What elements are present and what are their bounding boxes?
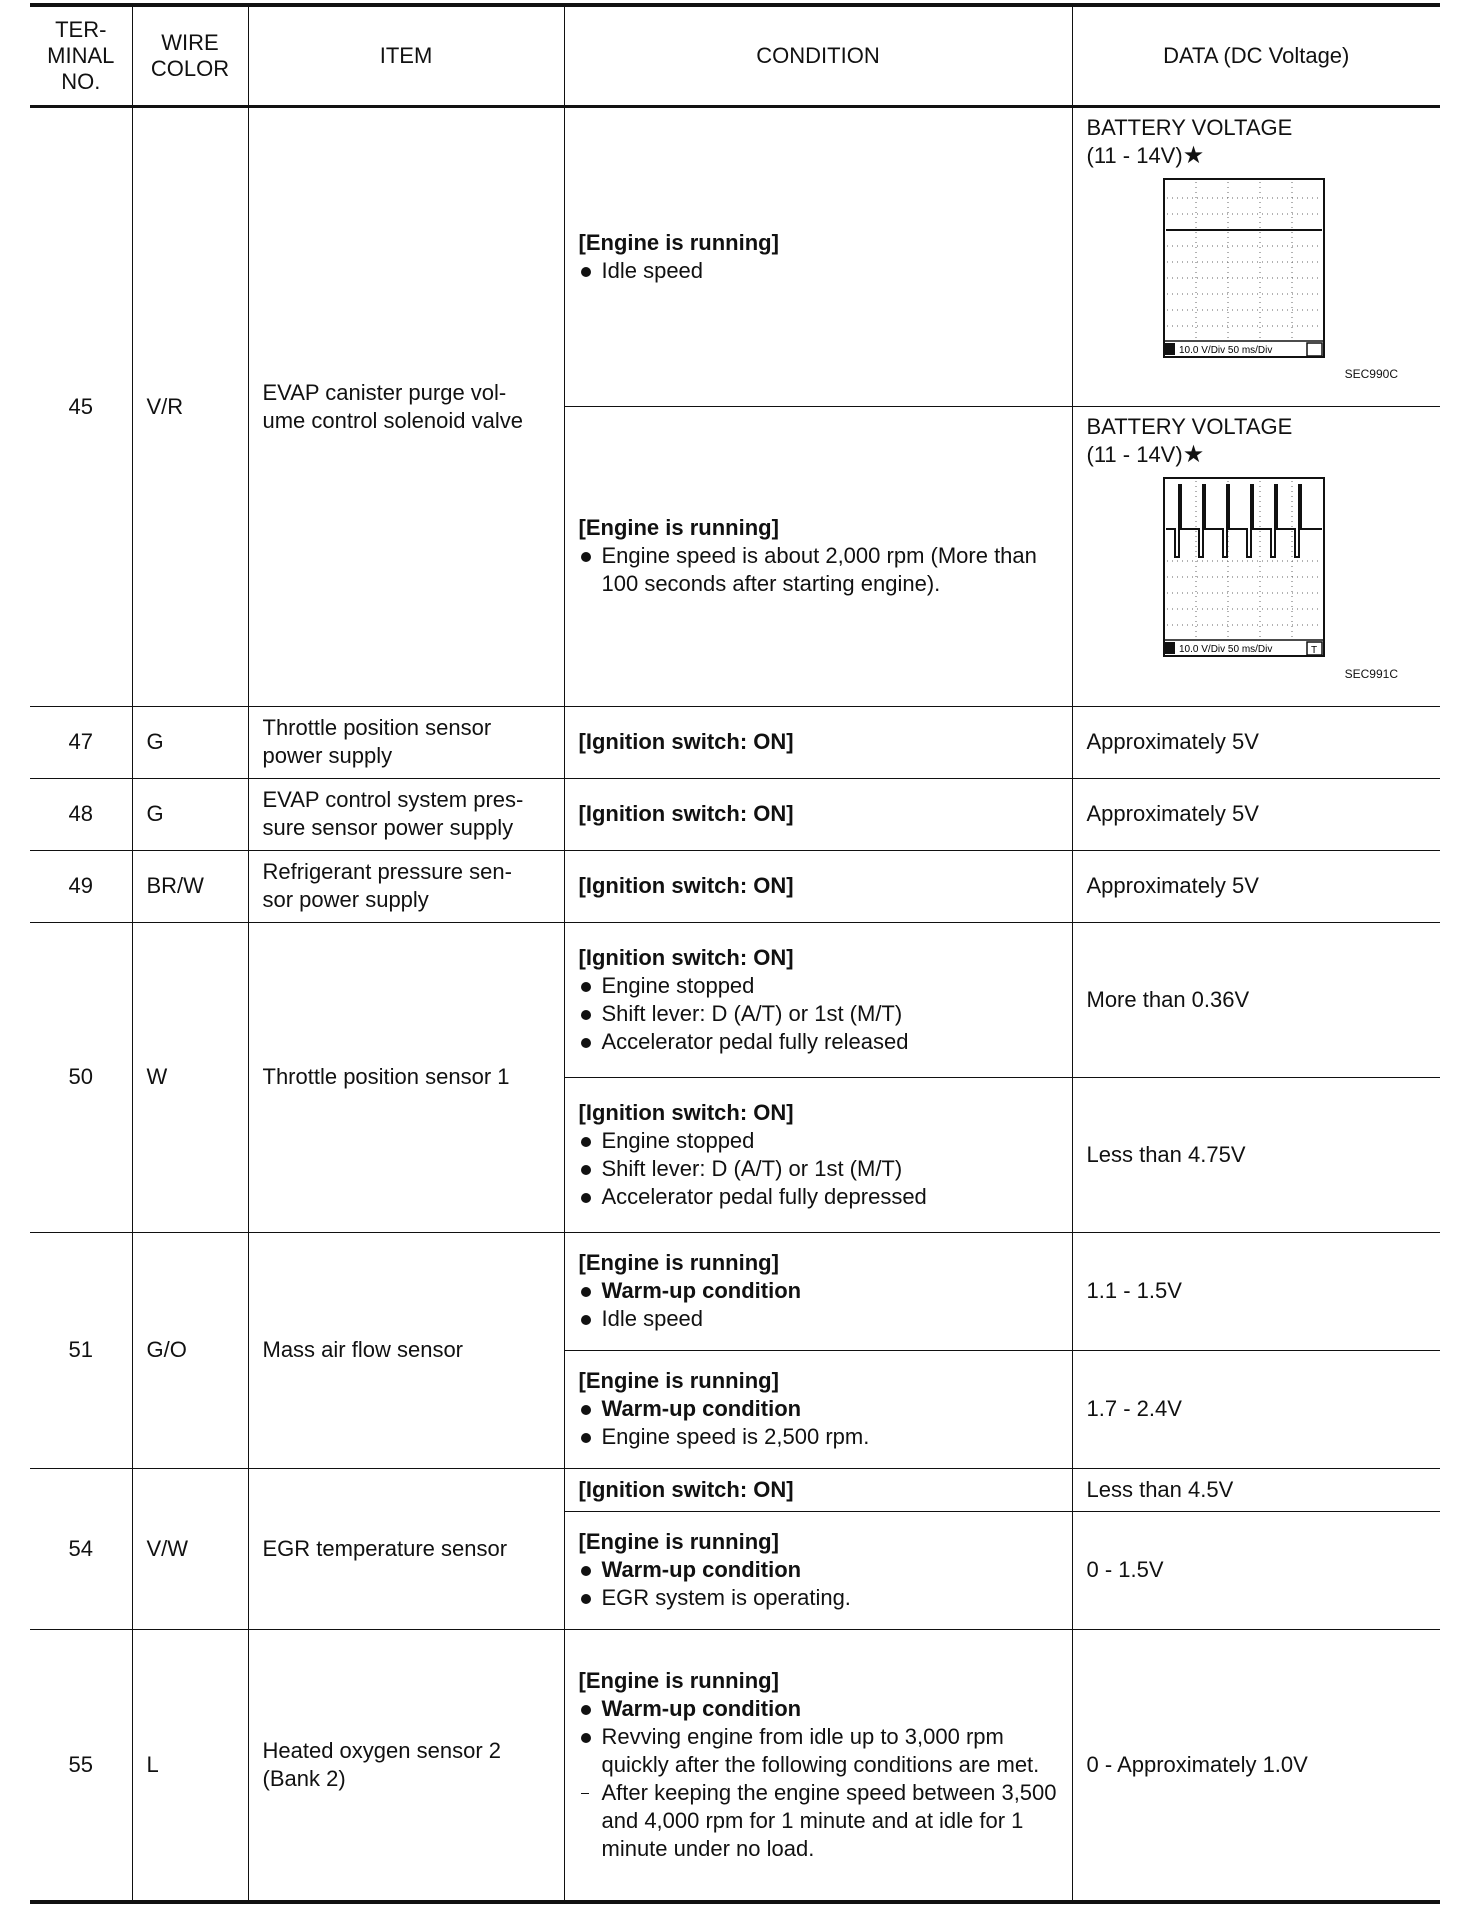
header-terminal: TER- MINAL NO. [30, 5, 132, 106]
figure-code: SEC990C [1344, 366, 1398, 381]
condition-bullet: Shift lever: D (A/T) or 1st (M/T) [579, 1000, 1058, 1028]
scope-trigger-mark: T [1310, 644, 1317, 656]
condition-cell [564, 922, 1072, 1077]
table-row [30, 1629, 1440, 1902]
table-row [30, 850, 1440, 922]
wire-color: L [132, 1629, 248, 1902]
condition-bullet: Warm-up condition [579, 1556, 1058, 1584]
data-value: 0 - 1.5V [1072, 1511, 1440, 1629]
terminal-number: 54 [30, 1468, 132, 1629]
terminal-number: 49 [30, 850, 132, 922]
wire-color: W [132, 922, 248, 1232]
data-value: 1.7 - 2.4V [1072, 1350, 1440, 1468]
condition-bullet: Warm-up condition [579, 1277, 1058, 1305]
header-wire-color: WIRE COLOR [132, 5, 248, 106]
figure-code: SEC991C [1344, 666, 1398, 681]
wire-color: V/R [132, 106, 248, 706]
terminal-number: 50 [30, 922, 132, 1232]
scope-scale: 10.0 V/Div 50 ms/Div [1178, 344, 1272, 356]
wire-color: V/W [132, 1468, 248, 1629]
condition-bullet: Engine speed is about 2,000 rpm (More than 100 seconds after starting engine). [579, 542, 1058, 598]
terminal-number: 51 [30, 1232, 132, 1468]
terminal-number: 48 [30, 778, 132, 850]
data-cell [1072, 406, 1440, 706]
condition-title: [Ignition switch: ON] [578, 944, 794, 970]
condition-title: [Ignition switch: ON] [578, 1099, 794, 1125]
condition-bullet: Warm-up condition [579, 1695, 1058, 1723]
item-name: EVAP control system pres- sure sensor power supply [248, 778, 564, 850]
condition-title: [Engine is running] [578, 1667, 779, 1693]
ecm-terminal-table [30, 3, 1440, 1904]
data-range: (11 - 14V) [1086, 441, 1183, 467]
condition-bullet: Idle speed [579, 1305, 1058, 1333]
item-name: Throttle position sensor power supply [248, 706, 564, 778]
table-row [30, 106, 1440, 406]
data-value: 0 - Approximately 1.0V [1072, 1629, 1440, 1902]
header-condition: CONDITION [564, 5, 1072, 106]
table-row [30, 706, 1440, 778]
item-name: Mass air flow sensor [248, 1232, 564, 1468]
condition-bullet: Engine stopped [579, 1127, 1058, 1155]
header-data: DATA (DC Voltage) [1072, 5, 1440, 106]
condition-bullet: Engine speed is 2,500 rpm. [579, 1423, 1058, 1451]
wire-color: G [132, 706, 248, 778]
condition-bullet: Shift lever: D (A/T) or 1st (M/T) [579, 1155, 1058, 1183]
oscilloscope-pulse-waveform [1163, 477, 1325, 657]
condition-cell [564, 106, 1072, 406]
condition-bullet: EGR system is operating. [579, 1584, 1058, 1612]
condition-title: [Engine is running] [578, 1529, 779, 1554]
terminal-number: 47 [30, 706, 132, 778]
wire-color: G/O [132, 1232, 248, 1468]
condition-cell [564, 1629, 1072, 1902]
wire-color: BR/W [132, 850, 248, 922]
condition-cell [564, 1350, 1072, 1468]
scope-scale: 10.0 V/Div 50 ms/Div [1178, 643, 1272, 655]
condition-cell [564, 1232, 1072, 1350]
data-value: Approximately 5V [1072, 850, 1440, 922]
data-value: More than 0.36V [1072, 922, 1440, 1077]
item-name: Throttle position sensor 1 [248, 922, 564, 1232]
item-name: Refrigerant pressure sen- sor power supply [248, 850, 564, 922]
item-name: Heated oxygen sensor 2 (Bank 2) [248, 1629, 564, 1902]
condition-bullet: Accelerator pedal fully depressed [579, 1183, 1058, 1211]
data-cell [1072, 106, 1440, 406]
terminal-table-page [30, 3, 1440, 1904]
terminal-number: 55 [30, 1629, 132, 1902]
data-label: BATTERY VOLTAGE [1086, 114, 1293, 140]
condition-bullet: Revving engine from idle up to 3,000 rpm quickly after the following conditions are met. [579, 1723, 1058, 1779]
data-value: 1.1 - 1.5V [1072, 1232, 1440, 1350]
condition-cell [564, 406, 1072, 706]
data-label: BATTERY VOLTAGE [1086, 413, 1293, 439]
condition-title: [Engine is running] [578, 1250, 779, 1275]
item-name: EGR temperature sensor [248, 1468, 564, 1629]
oscilloscope-flat-waveform [1163, 178, 1325, 358]
condition-cell [564, 1511, 1072, 1629]
header-row [30, 5, 1440, 106]
data-value: Less than 4.5V [1072, 1468, 1440, 1511]
data-range: (11 - 14V) [1086, 142, 1183, 168]
table-row [30, 1468, 1440, 1511]
table-row [30, 778, 1440, 850]
data-value: Approximately 5V [1072, 778, 1440, 850]
condition-bullet: Warm-up condition [579, 1395, 1058, 1423]
condition-sub-bullet: After keeping the engine speed between 3,500 and 4,000 rpm for 1 minute and at idle for 1 minute under no load. [579, 1779, 1058, 1863]
condition-bullet: Idle speed [579, 257, 1058, 285]
condition-bullet: Engine stopped [579, 972, 1058, 1000]
condition-cell [564, 1077, 1072, 1232]
condition-title: [Ignition switch: ON] [564, 778, 1072, 850]
table-row [30, 1232, 1440, 1350]
item-name: EVAP canister purge vol- ume control solenoid valve [248, 106, 564, 706]
star-icon: ★ [1182, 141, 1205, 169]
data-value: Approximately 5V [1072, 706, 1440, 778]
wire-color: G [132, 778, 248, 850]
condition-title: [Engine is running] [578, 1368, 779, 1393]
header-item: ITEM [248, 5, 564, 106]
terminal-number: 45 [30, 106, 132, 706]
condition-title: [Ignition switch: ON] [564, 1468, 1072, 1511]
data-value: Less than 4.75V [1072, 1077, 1440, 1232]
condition-bullet: Accelerator pedal fully released [579, 1028, 1058, 1056]
star-icon: ★ [1182, 440, 1205, 468]
condition-title: [Ignition switch: ON] [564, 850, 1072, 922]
table-row [30, 922, 1440, 1077]
condition-title: [Engine is running] [578, 515, 779, 540]
condition-title: [Engine is running] [578, 229, 779, 255]
condition-title: [Ignition switch: ON] [564, 706, 1072, 778]
